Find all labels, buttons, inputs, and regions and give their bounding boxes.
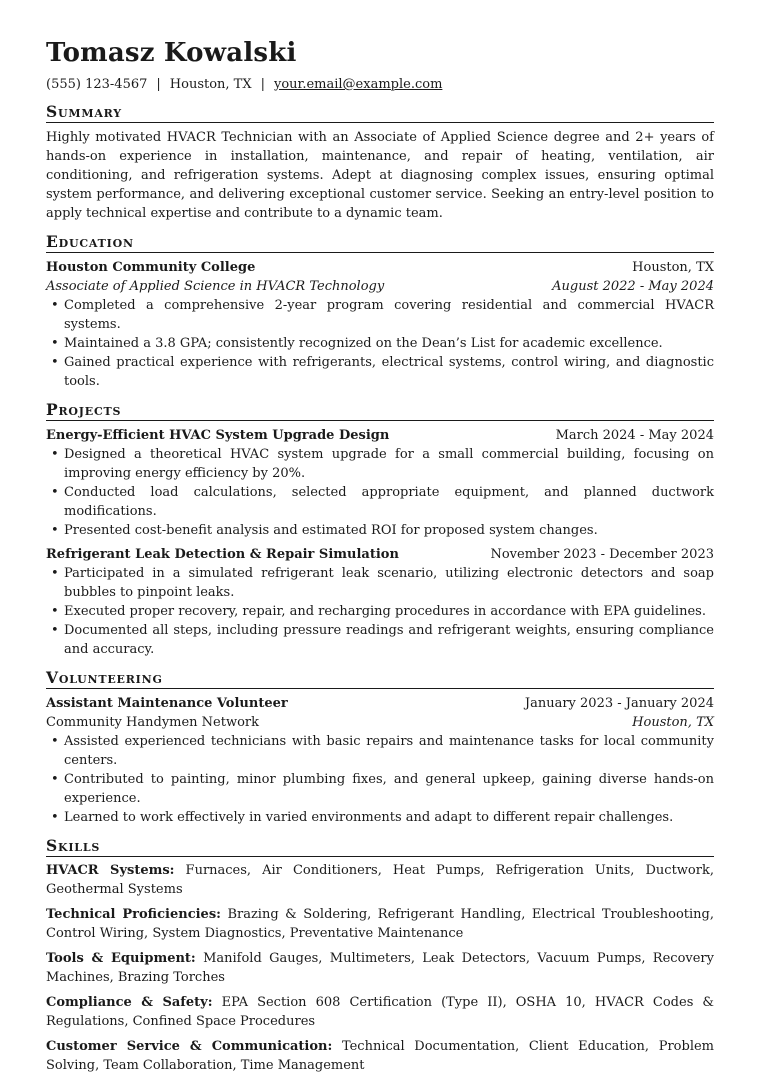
contact-location: Houston, TX — [169, 77, 252, 92]
skill-text: Furnaces, Air Conditioners, Heat Pumps, Refrigeration Units, Ductwork, Geothermal Systems — [46, 863, 714, 897]
project-header-row — [46, 545, 714, 564]
list-item: • Learned to work effectively in varied environments and adapt to different repair challenges. — [46, 808, 714, 827]
summary-text: Highly motivated HVACR Technician with an Associate of Applied Science degree and 2+ years of hands-on experience in installation, maintenance, and repair of heating, ventilation, air conditioning, and refrigeration systems. Adept at diagnosing complex issues, ensuring optimal system performance, and delivering exceptional customer service. Seeking an entry-level position to apply technical expertise and contribute to a dynamic team. — [46, 130, 714, 221]
skill-label: HVACR Systems: — [46, 863, 175, 878]
skill-line — [46, 1038, 714, 1075]
skill-label: Customer Service & Communication: — [46, 1039, 333, 1054]
project-dates: March 2024 - May 2024 — [555, 428, 714, 443]
list-item: • Participated in a simulated refrigerant leak scenario, utilizing electronic detectors and soap bubbles to pinpoint leaks. — [46, 564, 714, 602]
project-name: Energy-Efficient HVAC System Upgrade Design — [46, 428, 390, 443]
education-section — [46, 233, 714, 391]
education-header-row — [46, 258, 714, 277]
project-header-row — [46, 426, 714, 445]
section-title-education: Education — [46, 233, 714, 253]
list-item: • Executed proper recovery, repair, and recharging procedures in accordance with EPA guidelines. — [46, 602, 714, 621]
skill-line — [46, 906, 714, 943]
contact-separator: | — [156, 77, 161, 92]
volunteer-dates: January 2023 - January 2024 — [524, 696, 714, 711]
list-item: • Completed a comprehensive 2-year program covering residential and commercial HVACR systems. — [46, 296, 714, 334]
skill-text: EPA Section 608 Certification (Type II), OSHA 10, HVACR Codes & Regulations, Confined Space Procedures — [46, 995, 715, 1029]
list-item: • Conducted load calculations, selected appropriate equipment, and planned ductwork modifications. — [46, 483, 714, 521]
summary-section — [46, 103, 714, 223]
list-item: • Designed a theoretical HVAC system upgrade for a small commercial building, focusing on improving energy efficiency by 20%. — [46, 445, 714, 483]
list-item: • Maintained a 3.8 GPA; consistently recognized on the Dean’s List for academic excellence. — [46, 334, 714, 353]
skill-text: Manifold Gauges, Multimeters, Leak Detectors, Vacuum Pumps, Recovery Machines, Brazing Torches — [46, 951, 714, 985]
volunteering-section — [46, 669, 714, 827]
volunteer-org-row — [46, 713, 714, 732]
skill-label: Tools & Equipment: — [46, 951, 196, 966]
section-title-volunteering: Volunteering — [46, 669, 714, 689]
list-item: • Documented all steps, including pressure readings and refrigerant weights, ensuring compliance and accuracy. — [46, 621, 714, 659]
list-item: • Gained practical experience with refrigerants, electrical systems, control wiring, and diagnostic tools. — [46, 353, 714, 391]
contact-line — [46, 77, 714, 93]
skill-text: Brazing & Soldering, Refrigerant Handling, Electrical Troubleshooting, Control Wiring, System Diagnostics, Preventative Maintenance — [46, 907, 714, 941]
email-link[interactable]: your.email@example.com — [274, 77, 443, 92]
skill-label: Technical Proficiencies: — [46, 907, 221, 922]
volunteer-organization: Community Handymen Network — [46, 715, 260, 730]
section-title-summary: Summary — [46, 103, 714, 123]
skill-text: Technical Documentation, Client Education, Problem Solving, Team Collaboration, Time Management — [46, 1039, 714, 1073]
skills-section — [46, 837, 714, 1075]
candidate-name: Tomasz Kowalski — [46, 38, 297, 68]
section-title-projects: Projects — [46, 401, 714, 421]
projects-section — [46, 401, 714, 659]
skill-line — [46, 950, 714, 987]
contact-separator: | — [260, 77, 265, 92]
education-dates: August 2022 - May 2024 — [552, 279, 714, 294]
skill-line — [46, 994, 714, 1031]
list-item: • Assisted experienced technicians with basic repairs and maintenance tasks for local community centers. — [46, 732, 714, 770]
degree-name: Associate of Applied Science in HVACR Technology — [46, 279, 385, 294]
volunteer-bullets — [46, 732, 714, 827]
volunteer-role: Assistant Maintenance Volunteer — [46, 696, 288, 711]
skill-line — [46, 862, 714, 899]
skill-label: Compliance & Safety: — [46, 995, 213, 1010]
section-title-skills: Skills — [46, 837, 714, 857]
project-bullets — [46, 445, 714, 540]
school-name: Houston Community College — [46, 260, 256, 275]
list-item: • Contributed to painting, minor plumbing fixes, and general upkeep, gaining diverse hands-on experience. — [46, 770, 714, 808]
school-location: Houston, TX — [632, 260, 714, 275]
list-item: • Presented cost-benefit analysis and estimated ROI for proposed system changes. — [46, 521, 714, 540]
education-bullets — [46, 296, 714, 391]
project-entry — [46, 545, 714, 659]
project-dates: November 2023 - December 2023 — [490, 547, 714, 562]
education-degree-row — [46, 277, 714, 296]
project-entry — [46, 426, 714, 540]
volunteer-location: Houston, TX — [632, 715, 714, 730]
project-bullets — [46, 564, 714, 659]
volunteer-header-row — [46, 694, 714, 713]
phone-number: (555) 123-4567 — [46, 77, 148, 92]
project-name: Refrigerant Leak Detection & Repair Simulation — [46, 547, 399, 562]
